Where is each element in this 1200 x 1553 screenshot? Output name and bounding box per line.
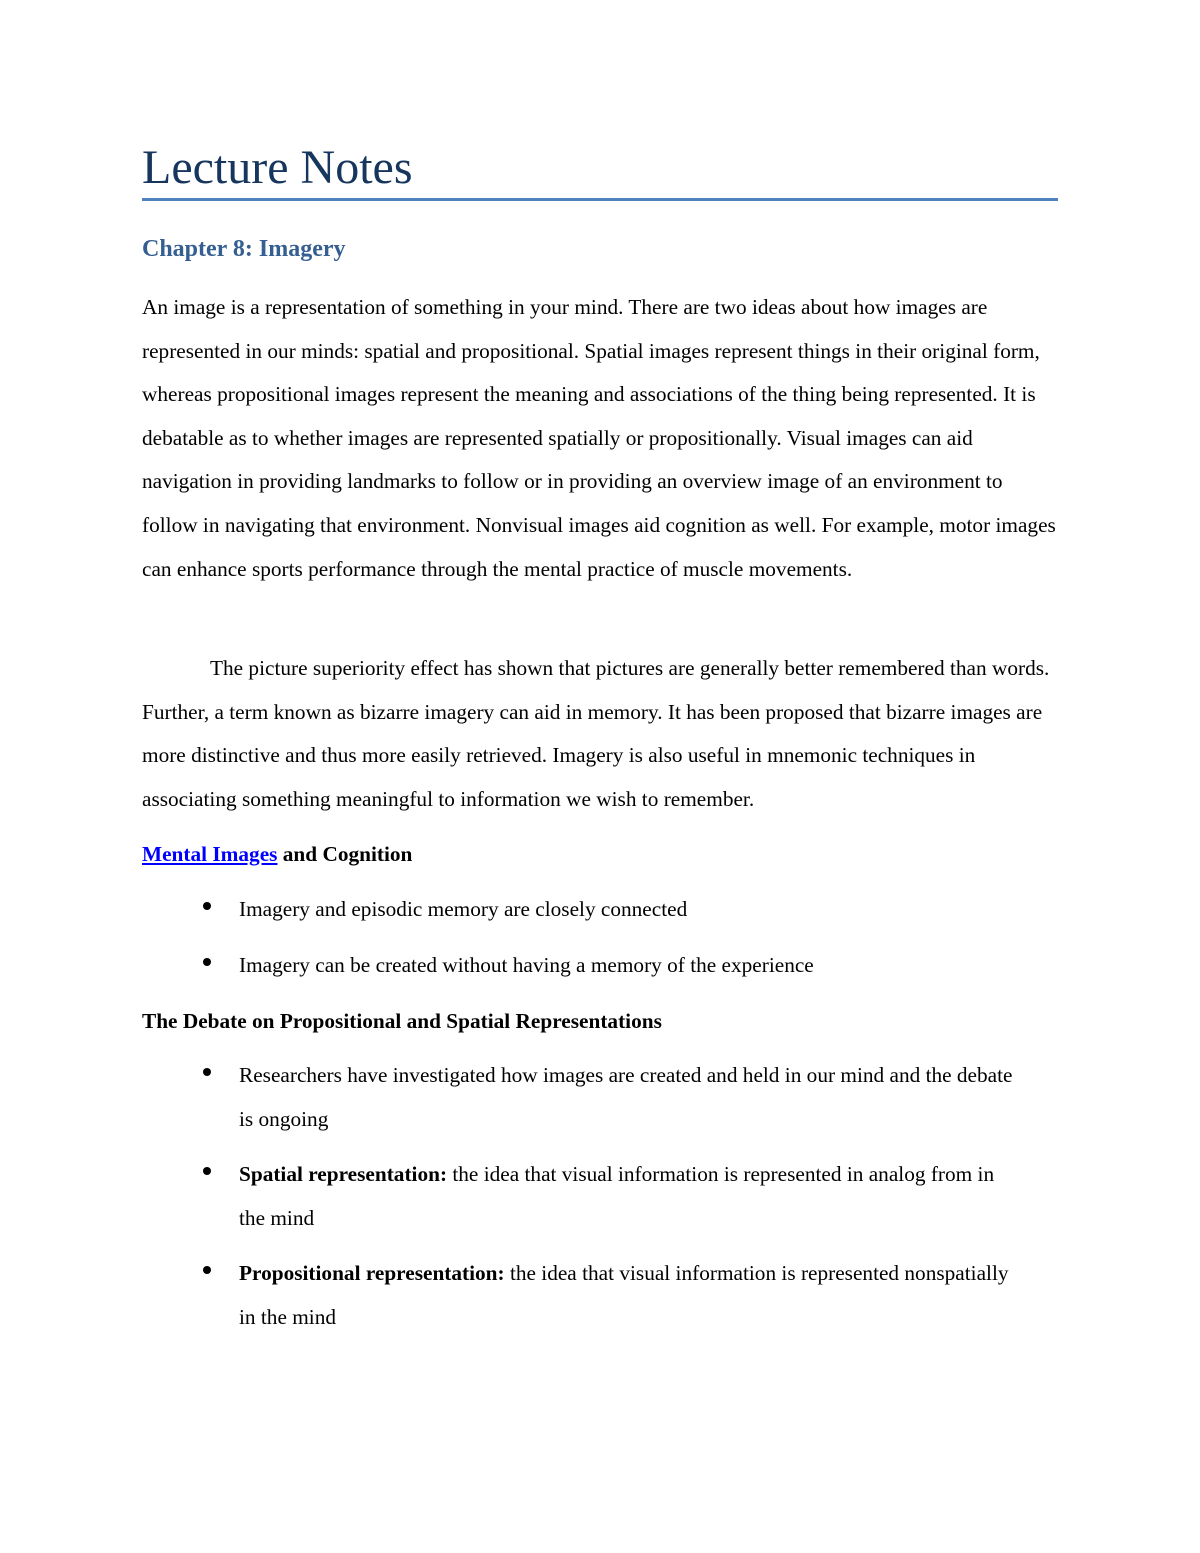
bullet-icon <box>203 1068 211 1076</box>
document-title: Lecture Notes <box>142 141 413 194</box>
paragraph-intro: An image is a representation of something in your mind. There are two ideas about how images are represented in our minds: spatial and propositional. Spatial images represent things in their original form, whereas propositional images represent the meaning and associations of the thing being represented. It is debatable as to whether images are represented spatially or propositionally. Visual images can aid navigation in providing landmarks to follow or in providing an overview image of an environment to follow in navigating that environment. Nonvisual images aid cognition as well. For example, motor images can enhance sports performance through the mental practice of muscle movements. <box>142 295 1056 581</box>
bullet-icon <box>203 958 211 966</box>
list-item <box>142 1252 1019 1339</box>
list-item <box>142 1153 1019 1240</box>
list-item <box>142 944 1019 988</box>
bullet-term: Propositional representation: <box>239 1261 505 1286</box>
chapter-heading: Chapter 8: Imagery <box>142 236 346 262</box>
bullet-term: Spatial representation: <box>239 1162 448 1187</box>
list-item <box>142 1054 1019 1141</box>
bullet-text: Researchers have investigated how images are created and held in our mind and the debate is ongoing <box>239 1063 1013 1131</box>
bullet-list-mental-images <box>142 888 1058 999</box>
paragraph-picture-superiority: The picture superiority effect has shown that pictures are generally better remembered than words. Further, a term known as bizarre imagery can aid in memory. It has been proposed that bizarre images are more distinctive and thus more easily retrieved. Imagery is also useful in mnemonic techniques in associating something meaningful to information we wish to remember. <box>142 656 1050 811</box>
bullet-icon <box>203 902 211 910</box>
bullet-icon <box>203 1266 211 1274</box>
bullet-text: the idea that visual information is represented nonspatially in the mind <box>239 1261 1009 1329</box>
bullet-text: Imagery and episodic memory are closely connected <box>239 897 688 921</box>
section-heading-rest: and Cognition <box>277 842 413 866</box>
bullet-list-debate <box>142 1054 1058 1352</box>
section-heading-mental-images <box>142 839 412 869</box>
title-underline <box>142 198 1058 201</box>
bullet-text: Imagery can be created without having a memory of the experience <box>239 952 814 977</box>
section-heading-debate: The Debate on Propositional and Spatial Representations <box>142 1009 662 1033</box>
mental-images-link[interactable]: Mental Images <box>142 842 278 866</box>
bullet-icon <box>203 1167 211 1175</box>
list-item <box>142 888 1019 932</box>
bullet-text: the idea that visual information is represented in analog from in the mind <box>239 1162 995 1230</box>
